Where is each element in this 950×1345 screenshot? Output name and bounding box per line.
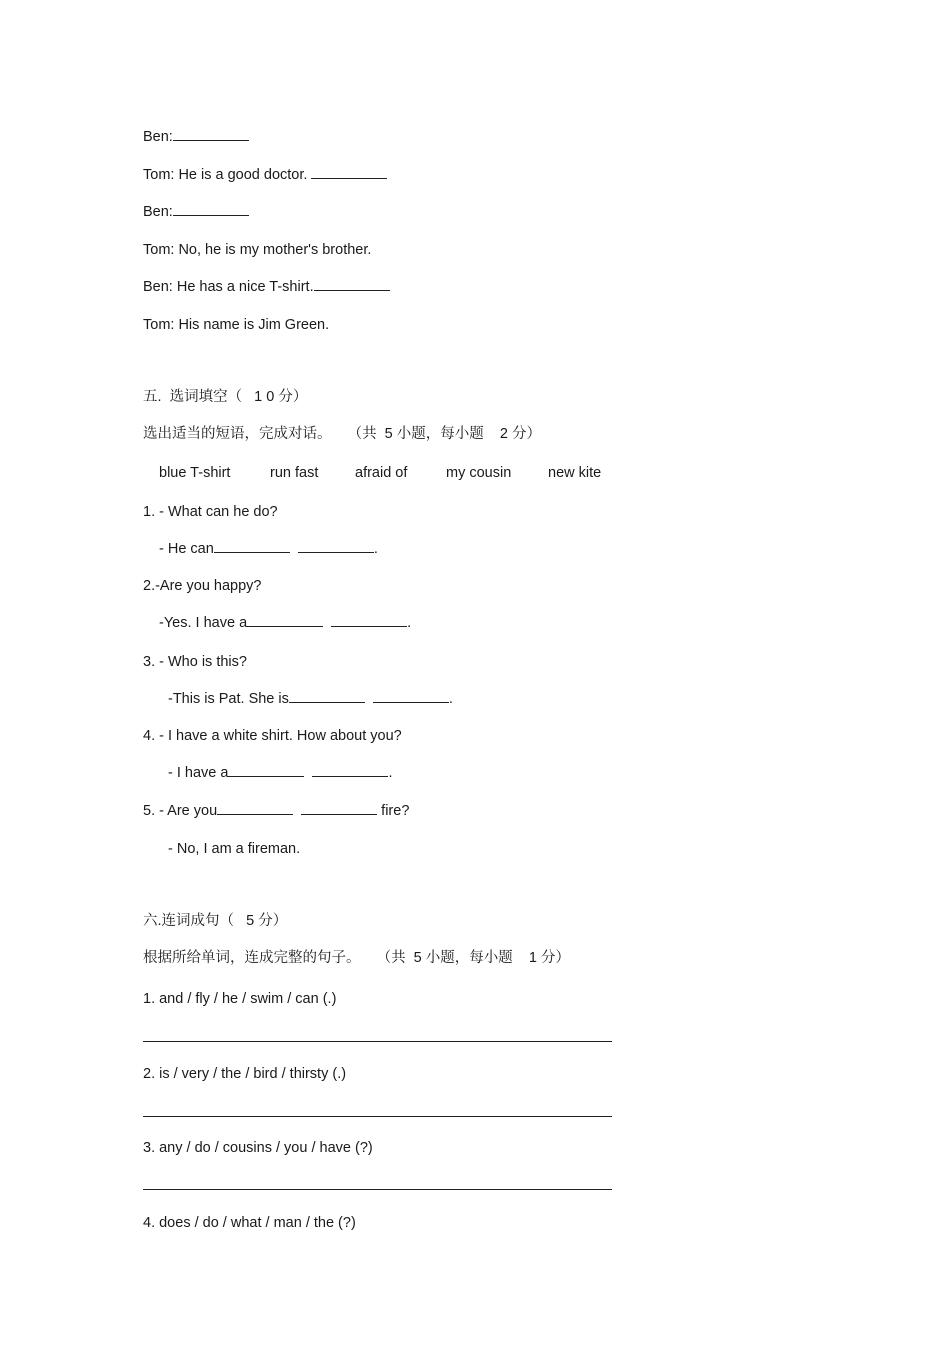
dialogue-line-5: Ben: He has a nice T-shirt. xyxy=(143,278,390,296)
answer-blank[interactable] xyxy=(173,128,249,141)
answer-blank[interactable] xyxy=(289,690,365,703)
answer-line[interactable] xyxy=(143,1189,612,1190)
sentence-item-3: 3. any / do / cousins / you / have (?) xyxy=(143,1140,373,1156)
answer-blank[interactable] xyxy=(228,764,304,777)
word-bank-item: run fast xyxy=(270,465,319,481)
question-2: 2.-Are you happy? xyxy=(143,578,262,594)
answer-blank[interactable] xyxy=(247,614,323,627)
dialogue-line-3: Ben: xyxy=(143,203,249,221)
answer-blank[interactable] xyxy=(373,690,449,703)
answer-5: - No, I am a fireman. xyxy=(168,841,301,857)
answer-2: -Yes. I have a . xyxy=(159,615,412,631)
dialogue-line-1: Ben: xyxy=(143,128,249,146)
sentence-item-2: 2. is / very / the / bird / thirsty (.) xyxy=(143,1066,347,1082)
word-bank-item: my cousin xyxy=(446,465,512,481)
answer-3: -This is Pat. She is . xyxy=(168,691,453,707)
word-bank-item: blue T-shirt xyxy=(159,465,231,481)
dialogue-line-4: Tom: No, he is my mother's brother. xyxy=(143,242,372,258)
section6-instruction: 根据所给单词，连成完整的句子。 （共 5 小题，每小题 1 分） xyxy=(143,950,570,966)
word-bank-item: afraid of xyxy=(355,465,408,481)
answer-line[interactable] xyxy=(143,1041,612,1042)
answer-blank[interactable] xyxy=(314,278,390,291)
sentence-item-4: 4. does / do / what / man / the (?) xyxy=(143,1215,356,1231)
section6-title: 六.连词成句（ 5 分） xyxy=(143,913,288,929)
word-bank-item: new kite xyxy=(548,465,602,481)
answer-blank[interactable] xyxy=(312,764,388,777)
dialogue-line-2: Tom: He is a good doctor. xyxy=(143,166,387,184)
answer-blank[interactable] xyxy=(214,540,290,553)
sentence-item-1: 1. and / fly / he / swim / can (.) xyxy=(143,991,337,1007)
question-4: 4. - I have a white shirt. How about you? xyxy=(143,728,402,744)
answer-blank[interactable] xyxy=(217,802,293,815)
answer-blank[interactable] xyxy=(301,802,377,815)
answer-line[interactable] xyxy=(143,1116,612,1117)
section5-instruction: 选出适当的短语，完成对话。 （共 5 小题，每小题 2 分） xyxy=(143,426,541,442)
question-3: 3. - Who is this? xyxy=(143,654,247,670)
answer-blank[interactable] xyxy=(173,203,249,216)
answer-4: - I have a . xyxy=(168,765,393,781)
answer-blank[interactable] xyxy=(331,614,407,627)
answer-1: - He can . xyxy=(159,541,378,557)
question-5: 5. - Are you fire? xyxy=(143,803,410,819)
answer-blank[interactable] xyxy=(311,166,387,179)
section5-title: 五. 选词填空（ 1 0 分） xyxy=(143,389,308,405)
answer-blank[interactable] xyxy=(298,540,374,553)
dialogue-line-6: Tom: His name is Jim Green. xyxy=(143,317,330,333)
question-1: 1. - What can he do? xyxy=(143,504,278,520)
